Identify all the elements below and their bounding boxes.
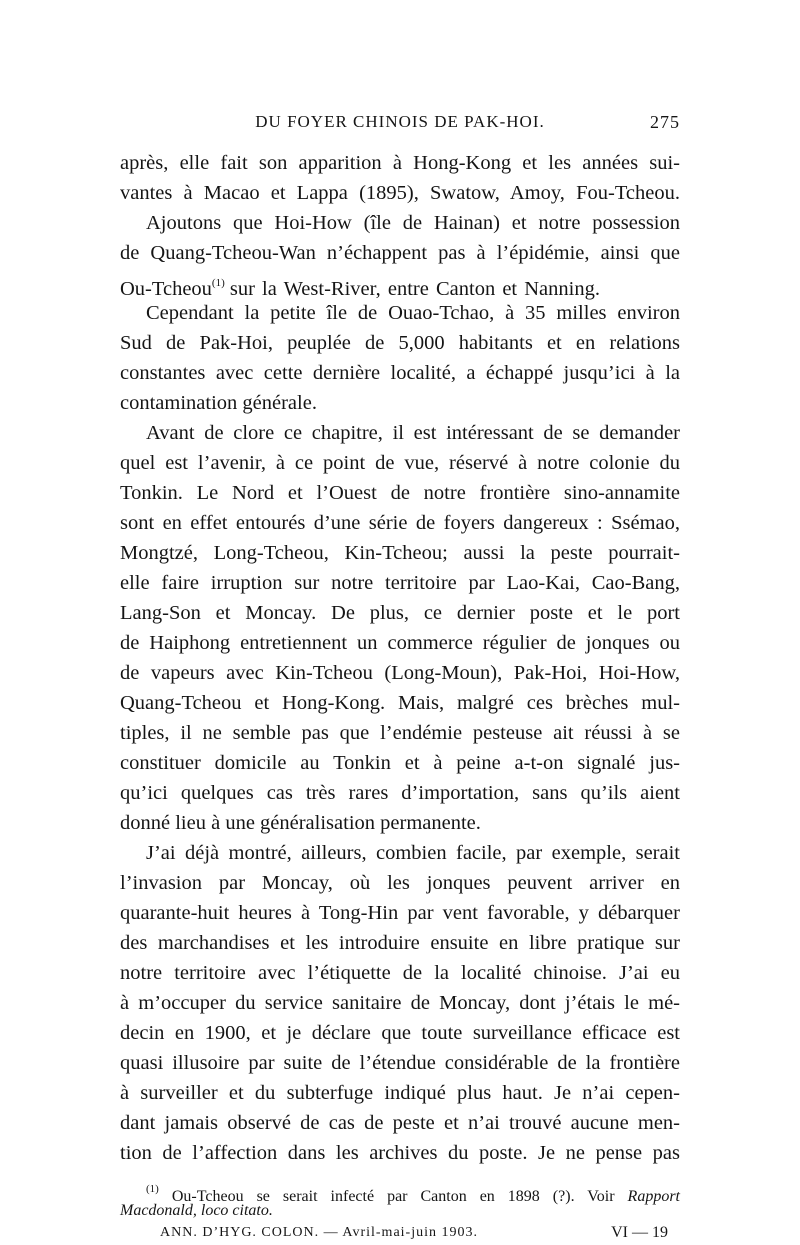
body-line: Tonkin. Le Nord et l’Ouest de notre frontière sino-annamite bbox=[120, 482, 680, 504]
journal-signature: ANN. D’HYG. COLON. — Avril-mai-juin 1903. bbox=[160, 1225, 478, 1240]
body-line: de Quang-Tcheou-Wan n’échappent pas à l’épidémie, ainsi que bbox=[120, 242, 680, 264]
body-line: quel est l’avenir, à ce point de vue, réservé à notre colonie du bbox=[120, 452, 680, 474]
printer-signature bbox=[160, 1222, 680, 1244]
running-head bbox=[120, 112, 680, 138]
body-line: des marchandises et les introduire ensuite en libre pratique sur bbox=[120, 932, 680, 954]
body-line: constituer domicile au Tonkin et à peine a-t-on signalé jus- bbox=[120, 752, 680, 774]
body-line: l’invasion par Moncay, où les jonques peuvent arriver en bbox=[120, 872, 680, 894]
body-line: dant jamais observé de cas de peste et n’ai trouvé aucune men- bbox=[120, 1112, 680, 1134]
running-title: DU FOYER CHINOIS DE PAK-HOI. bbox=[255, 112, 545, 131]
body-line-rest: sur la West-River, entre Canton et Nanning. bbox=[229, 278, 600, 300]
body-line: elle faire irruption sur notre territoire par Lao-Kai, Cao-Bang, bbox=[120, 572, 680, 594]
body-line: contamination générale. bbox=[120, 392, 317, 414]
body-line: donné lieu à une généralisation permanente. bbox=[120, 812, 481, 834]
footnote-line bbox=[146, 1178, 680, 1205]
page-number: 275 bbox=[650, 112, 680, 132]
body-line: de Haiphong entretiennent un commerce régulier de jonques ou bbox=[120, 632, 680, 654]
body-line: Sud de Pak-Hoi, peuplée de 5,000 habitants et en relations bbox=[120, 332, 680, 354]
body-line: tion de l’affection dans les archives du poste. Je ne pense pas bbox=[120, 1142, 680, 1164]
sheet-signature: VI — 19 bbox=[611, 1224, 668, 1241]
body-line: à m’occuper du service sanitaire de Moncay, dont j’étais le mé- bbox=[120, 992, 680, 1014]
body-line-start: Ou-Tcheou bbox=[120, 278, 212, 300]
body-line-with-footnote-ref bbox=[120, 268, 680, 298]
body-line: de vapeurs avec Kin-Tcheou (Long-Moun), Pak-Hoi, Hoi-How, bbox=[120, 662, 680, 684]
footnote-marker: (1) bbox=[146, 1183, 159, 1195]
footnote-text: Ou-Tcheou se serait infecté par Canton en 1898 (?). Voir bbox=[171, 1188, 615, 1205]
body-line: quarante-huit heures à Tong-Hin par vent favorable, y débarquer bbox=[120, 902, 680, 924]
body-line: Avant de clore ce chapitre, il est intéressant de se demander bbox=[146, 422, 680, 444]
body-line: après, elle fait son apparition à Hong-Kong et les années sui- bbox=[120, 152, 680, 174]
body-line: vantes à Macao et Lappa (1895), Swatow, Amoy, Fou-Tcheou. bbox=[120, 182, 680, 204]
body-line: à surveiller et du subterfuge indiqué plus haut. Je n’ai cepen- bbox=[120, 1082, 680, 1104]
body-line: J’ai déjà montré, ailleurs, combien facile, par exemple, serait bbox=[146, 842, 680, 864]
footnote-italic-rapport: Rapport bbox=[627, 1188, 680, 1205]
body-line: notre territoire avec l’étiquette de la localité chinoise. J’ai eu bbox=[120, 962, 680, 984]
footnote-line bbox=[120, 1200, 680, 1222]
body-line: decin en 1900, et je déclare que toute surveillance efficace est bbox=[120, 1022, 680, 1044]
body-line: constantes avec cette dernière localité, a échappé jusqu’ici à la bbox=[120, 362, 680, 384]
body-line: Quang-Tcheou et Hong-Kong. Mais, malgré ces brèches mul- bbox=[120, 692, 680, 714]
body-line: Cependant la petite île de Ouao-Tchao, à 35 milles environ bbox=[146, 302, 680, 324]
footnote-reference: (1) bbox=[211, 277, 225, 289]
body-line: quasi illusoire par suite de l’étendue considérable de la frontière bbox=[120, 1052, 680, 1074]
body-line: tiples, il ne semble pas que l’endémie pesteuse ait réussi à se bbox=[120, 722, 680, 744]
footnote-italic-citation: Macdonald, loco citato. bbox=[120, 1202, 273, 1219]
body-line: Ajoutons que Hoi-How (île de Hainan) et notre possession bbox=[146, 212, 680, 234]
body-line: Mongtzé, Long-Tcheou, Kin-Tcheou; aussi la peste pourrait- bbox=[120, 542, 680, 564]
body-line: sont en effet entourés d’une série de foyers dangereux : Ssémao, bbox=[120, 512, 680, 534]
body-line: Lang-Son et Moncay. De plus, ce dernier poste et le port bbox=[120, 602, 680, 624]
body-line: qu’ici quelques cas très rares d’importation, sans qu’ils aient bbox=[120, 782, 680, 804]
